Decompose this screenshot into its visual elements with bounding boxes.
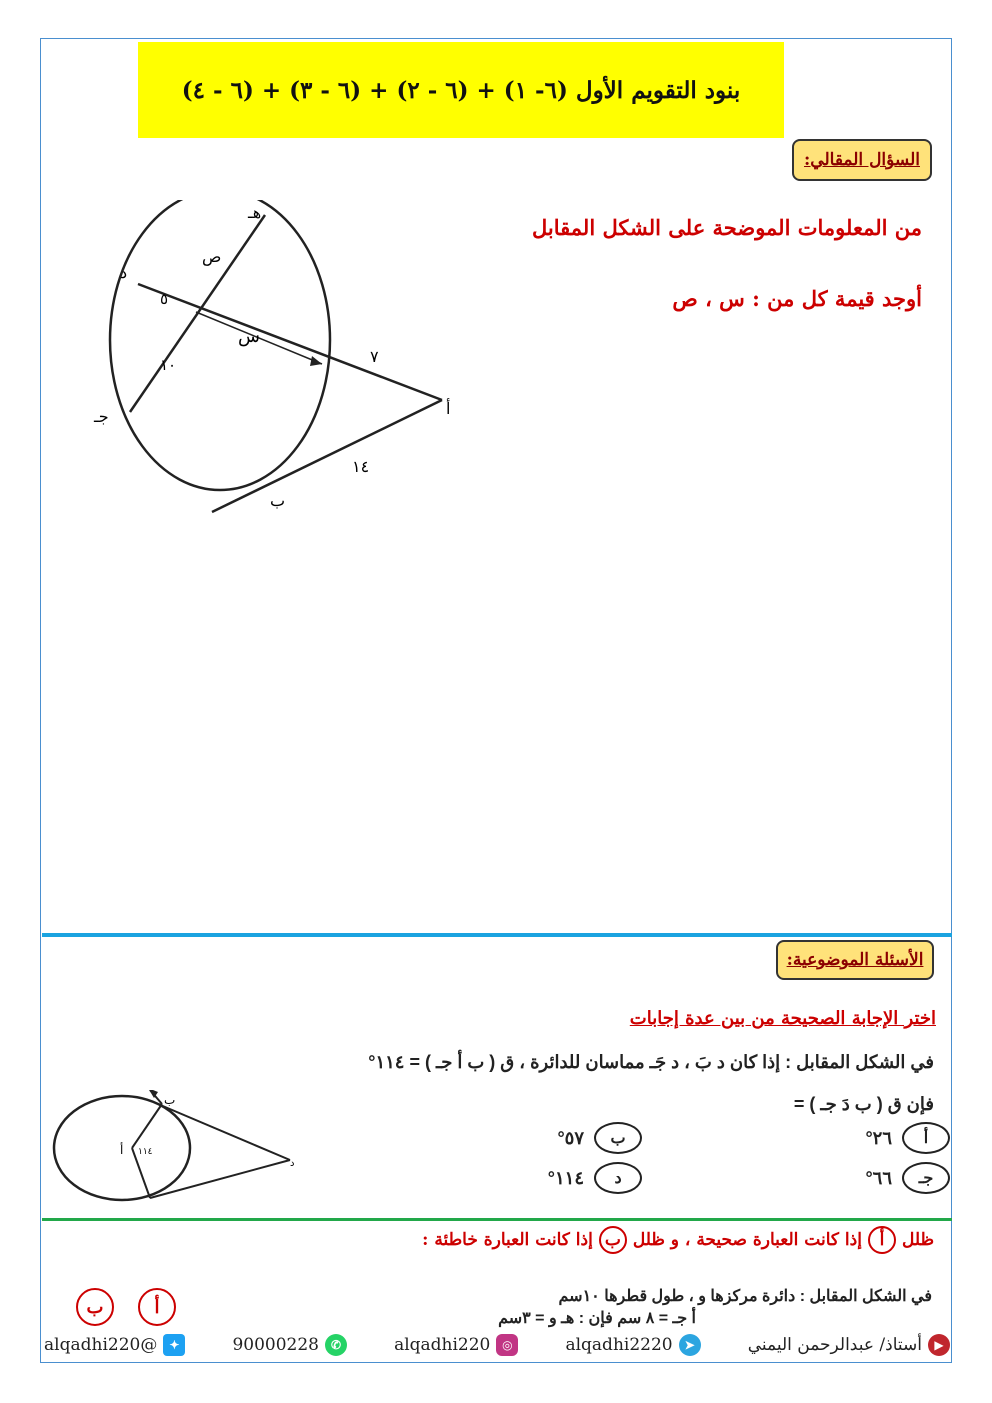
essay-line2: أوجد قيمة كل من : س ، ص bbox=[672, 286, 922, 311]
footer bbox=[44, 1328, 950, 1362]
option-value-c: ٦٦° bbox=[865, 1167, 892, 1188]
tangent-line-bottom bbox=[150, 1160, 290, 1198]
objective-instruction: اختر الإجابة الصحيحة من بين عدة إجابات bbox=[629, 1008, 936, 1029]
question-line2: فإن ق ( ب دَ جـ ) = bbox=[793, 1094, 934, 1114]
footer-teacher-name: أستاذ/ عبدالرحمن اليمني bbox=[747, 1335, 922, 1355]
footer-whatsapp-number: 90000228 bbox=[232, 1335, 319, 1355]
tf-statement-line2: أ جـ = ٨ سم فإن : هـ و = ٣سم bbox=[498, 1310, 696, 1327]
label-a: أ bbox=[120, 1143, 124, 1157]
footer-telegram[interactable] bbox=[565, 1334, 700, 1356]
option-d[interactable] bbox=[548, 1162, 642, 1194]
footer-telegram-handle: alqadhi2220 bbox=[565, 1335, 673, 1355]
youtube-icon: ▶ bbox=[928, 1334, 950, 1356]
option-key-a: أ bbox=[902, 1122, 950, 1154]
option-key-d: د bbox=[594, 1162, 642, 1194]
whatsapp-icon: ✆ bbox=[325, 1334, 347, 1356]
footer-twitter-handle: @alqadhi220 bbox=[44, 1335, 158, 1355]
section-divider-green bbox=[42, 1218, 952, 1221]
footer-teacher bbox=[748, 1334, 950, 1356]
tf-answer-a[interactable]: أ bbox=[138, 1288, 176, 1326]
tf-statement-line1: في الشكل المقابل : دائرة مركزها و ، طول قطرها ١٠سم bbox=[558, 1288, 932, 1305]
option-c[interactable] bbox=[865, 1162, 950, 1194]
essay-line1: من المعلومات الموضحة على الشكل المقابل bbox=[532, 215, 922, 240]
option-value-d: ١١٤° bbox=[547, 1167, 584, 1188]
label-seven: ٧ bbox=[370, 347, 379, 366]
label-y: ص bbox=[202, 247, 222, 266]
twitter-icon: ✦ bbox=[163, 1334, 185, 1356]
tf-instruction-mid: إذا كانت العبارة صحيحة ، و ظلل bbox=[632, 1230, 862, 1250]
tf-answer-b[interactable]: ب bbox=[76, 1288, 114, 1326]
label-fourteen: ١٤ bbox=[352, 457, 370, 476]
label-ten: ١٠ bbox=[160, 356, 177, 374]
label-a: أ bbox=[446, 399, 451, 418]
footer-instagram-handle: alqadhi220 bbox=[394, 1335, 491, 1355]
section-divider-blue bbox=[42, 933, 952, 937]
label-d: د bbox=[290, 1158, 295, 1169]
option-key-c: جـ bbox=[902, 1162, 950, 1194]
tf-instruction-start: ظلل bbox=[901, 1230, 934, 1250]
tf-circle-a-inline: أ bbox=[868, 1226, 896, 1254]
essay-label: السؤال المقالي: bbox=[792, 139, 932, 181]
arrow-head bbox=[310, 356, 322, 366]
secant-line bbox=[138, 284, 442, 400]
label-angle: ١١٤ bbox=[138, 1147, 153, 1157]
label-s: س bbox=[238, 326, 260, 347]
label-j: جـ bbox=[94, 407, 109, 426]
option-key-b: ب bbox=[594, 1122, 642, 1154]
label-b: ب bbox=[164, 1093, 176, 1107]
option-value-b: ٥٧° bbox=[557, 1127, 584, 1148]
header-title: بنود التقويم الأول (٦- ١) + (٦ - ٢) + (٦ - ٣) + (٦ - ٤) bbox=[181, 76, 741, 104]
objective-figure bbox=[50, 1090, 310, 1210]
footer-twitter[interactable] bbox=[44, 1334, 185, 1356]
label-d: د bbox=[120, 263, 128, 282]
objective-label: الأسئلة الموضوعية: bbox=[776, 940, 934, 980]
radius-top bbox=[132, 1104, 162, 1148]
telegram-icon: ➤ bbox=[679, 1334, 701, 1356]
header-banner bbox=[138, 42, 784, 138]
label-h: هـ bbox=[248, 203, 262, 222]
instagram-icon: ◎ bbox=[496, 1334, 518, 1356]
option-value-a: ٢٦° bbox=[865, 1127, 892, 1148]
essay-figure bbox=[90, 200, 470, 530]
option-a[interactable] bbox=[865, 1122, 950, 1154]
label-b: ب bbox=[270, 491, 286, 510]
question-line1: في الشكل المقابل : إذا كان د بَ ، د جَـ مماسان للدائرة ، ق ( ب أ جـ ) = ١١٤° bbox=[368, 1052, 934, 1072]
label-five: ٥ bbox=[160, 290, 169, 308]
tf-instruction-end: إذا كانت العبارة خاطئة : bbox=[422, 1230, 593, 1250]
tf-instruction bbox=[422, 1226, 934, 1254]
tangent-line-top bbox=[158, 1104, 290, 1160]
option-b[interactable] bbox=[557, 1122, 642, 1154]
chord-line bbox=[130, 215, 265, 412]
tf-circle-b-inline: ب bbox=[599, 1226, 627, 1254]
footer-whatsapp[interactable] bbox=[232, 1334, 347, 1356]
tangent-line bbox=[212, 400, 442, 512]
footer-instagram[interactable] bbox=[394, 1334, 518, 1356]
